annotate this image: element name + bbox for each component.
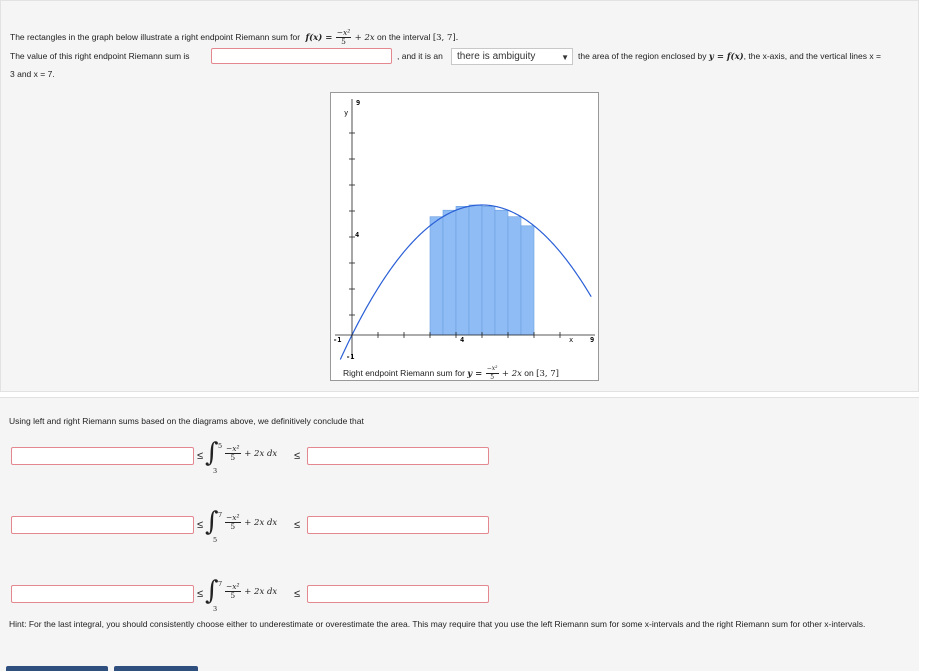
caption-y: y = bbox=[467, 368, 483, 379]
intro-fraction-den: 5 bbox=[341, 37, 346, 46]
riemann-rect-5 bbox=[482, 206, 495, 335]
integrand-num-2: −x² bbox=[226, 513, 240, 522]
value-prompt-3b: , the x-axis, and the vertical lines x = bbox=[743, 51, 881, 61]
riemann-rect-6 bbox=[495, 210, 508, 335]
integral-upper-2: 7 bbox=[218, 511, 223, 519]
y-tick-4: 4 bbox=[355, 231, 360, 239]
integrand-rest-2: + 2x dx bbox=[244, 518, 278, 528]
integrand-den-1: 5 bbox=[230, 453, 236, 462]
integrand-num-1: −x² bbox=[226, 444, 240, 453]
integral-upper-1: 5 bbox=[218, 442, 223, 450]
riemann-rectangles bbox=[430, 205, 534, 335]
comparison-select[interactable] bbox=[451, 48, 573, 65]
integrand-frac-3 bbox=[225, 583, 241, 600]
intro-fraction bbox=[336, 29, 352, 46]
intro-text: The rectangles in the graph below illustrate a right endpoint Riemann sum for bbox=[10, 31, 301, 42]
value-prompt: The value of this right endpoint Riemann sum is bbox=[10, 51, 190, 61]
value-prompt-4: 3 and x = 7. bbox=[10, 69, 55, 79]
intro-interval: [3, 7]. bbox=[432, 32, 459, 43]
caption-fraction bbox=[486, 365, 499, 382]
intro-fraction-num: −x² bbox=[336, 28, 351, 37]
graph-svg bbox=[331, 93, 598, 380]
x-axis-label: x bbox=[569, 336, 574, 344]
leq-right-3: ≤ bbox=[294, 588, 301, 600]
integral-sign-2: ∫ bbox=[205, 507, 219, 537]
integral-lower-3: 3 bbox=[213, 605, 218, 613]
lower-bound-input-2[interactable] bbox=[11, 516, 194, 534]
y-axis-label: y bbox=[344, 109, 349, 117]
leq-right-1: ≤ bbox=[294, 450, 301, 462]
riemann-rect-8 bbox=[521, 226, 534, 335]
riemann-rect-3 bbox=[456, 206, 469, 335]
leq-left-2: ≤ bbox=[197, 519, 204, 531]
x-tick-neg1: -1 bbox=[333, 336, 342, 344]
intro-on-interval: on the interval bbox=[377, 31, 431, 42]
integral-sign-1: ∫ bbox=[205, 438, 219, 468]
integrand-den-3: 5 bbox=[230, 591, 236, 600]
integral-upper-3: 7 bbox=[218, 580, 223, 588]
lower-bound-input-3[interactable] bbox=[11, 585, 194, 603]
comparison-select-value: there is ambiguity bbox=[457, 51, 536, 62]
caption-fraction-den: 5 bbox=[490, 374, 495, 381]
integrand-rest-1: + 2x dx bbox=[244, 449, 278, 459]
integrand-den-2: 5 bbox=[230, 522, 236, 531]
y-tick-9: 9 bbox=[356, 99, 361, 107]
integrand-rest-3: + 2x dx bbox=[244, 587, 278, 597]
lower-bound-input-1[interactable] bbox=[11, 447, 194, 465]
caption-on: on bbox=[524, 367, 534, 378]
leq-right-2: ≤ bbox=[294, 519, 301, 531]
leq-left-3: ≤ bbox=[197, 588, 204, 600]
riemann-graph bbox=[330, 92, 599, 381]
integrand-1 bbox=[224, 445, 277, 462]
integrand-num-3: −x² bbox=[226, 582, 240, 591]
leq-left-1: ≤ bbox=[197, 450, 204, 462]
secondary-button[interactable] bbox=[114, 666, 198, 671]
caption-fraction-num: −x² bbox=[486, 365, 498, 372]
integral-sign-3: ∫ bbox=[205, 576, 219, 606]
riemann-rect-2 bbox=[443, 210, 456, 335]
riemann-rect-4 bbox=[469, 205, 482, 335]
value-yfx: y = f(x) bbox=[708, 52, 744, 62]
upper-bound-input-2[interactable] bbox=[307, 516, 489, 534]
x-tick-9: 9 bbox=[590, 336, 595, 344]
integral-lower-2: 5 bbox=[213, 536, 218, 544]
dropdown-arrow-icon: ▼ bbox=[561, 53, 569, 62]
riemann-rect-1 bbox=[430, 217, 443, 335]
value-prompt-2: , and it is an bbox=[397, 51, 443, 61]
submit-button[interactable] bbox=[6, 666, 108, 671]
upper-bound-input-3[interactable] bbox=[307, 585, 489, 603]
intro-plus: + 2x bbox=[354, 32, 375, 43]
intro-line bbox=[10, 29, 458, 46]
value-prompt-3 bbox=[578, 51, 881, 62]
graph-caption bbox=[343, 365, 559, 382]
integrand-frac-1 bbox=[225, 445, 241, 462]
caption-plus: + 2x bbox=[501, 368, 522, 379]
riemann-sum-input[interactable] bbox=[211, 48, 392, 64]
riemann-rect-7 bbox=[508, 217, 521, 335]
value-prompt-3a: the area of the region enclosed by bbox=[578, 51, 707, 61]
caption-interval: [3, 7] bbox=[536, 368, 559, 379]
hint-text: Hint: For the last integral, you should consistently choose either to underestimate or overestimate the area. This may require that you use the left Riemann sum for some x-intervals and the right Riemann sum for other x-intervals. bbox=[9, 619, 866, 629]
integrand-3 bbox=[224, 583, 277, 600]
integrand-2 bbox=[224, 514, 277, 531]
y-tick-neg1: -1 bbox=[346, 353, 355, 361]
upper-bound-input-1[interactable] bbox=[307, 447, 489, 465]
x-tick-4: 4 bbox=[460, 336, 465, 344]
integrand-frac-2 bbox=[225, 514, 241, 531]
conclusion-lead: Using left and right Riemann sums based on the diagrams above, we definitively conclude that bbox=[9, 416, 364, 426]
caption-text: Right endpoint Riemann sum for bbox=[343, 367, 465, 378]
conclusion-panel bbox=[0, 397, 919, 671]
integral-lower-1: 3 bbox=[213, 467, 218, 475]
intro-fx: f(x) = bbox=[305, 32, 333, 43]
